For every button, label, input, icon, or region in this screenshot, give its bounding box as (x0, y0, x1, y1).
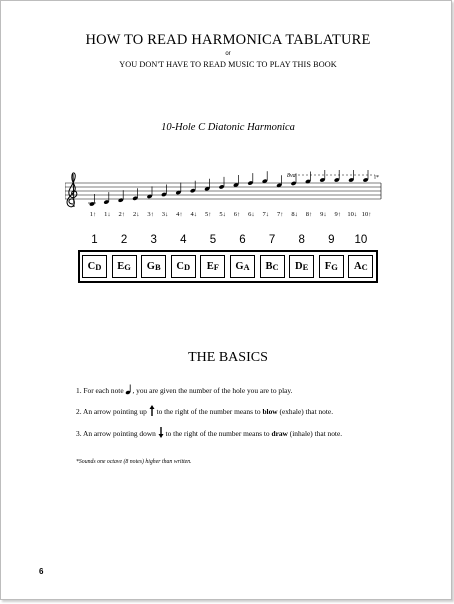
hole-number: 5 (209, 234, 217, 246)
draw-note: F (213, 261, 219, 272)
basics-heading: THE BASICS (188, 350, 268, 365)
basics-item-3 (76, 427, 342, 440)
octave-mark: 8va (287, 173, 296, 179)
hole-label: 7↓ (262, 211, 270, 218)
hole-label: 3↑ (147, 211, 154, 218)
draw-note: G (331, 261, 338, 272)
draw-note: B (154, 261, 161, 272)
hole-label: 5↑ (204, 211, 212, 218)
hole-labels-row (1, 211, 454, 223)
item1-text-post: , you are given the number of the hole you are to play. (132, 386, 293, 395)
hole-label: 7↑ (276, 211, 284, 218)
page-number: 6 (39, 567, 44, 576)
hole-cell (230, 255, 255, 278)
hole-cell (82, 255, 107, 278)
hole-label: 6↑ (233, 211, 241, 218)
hole-number: 8 (298, 234, 305, 246)
hole-label: 10↓ (347, 211, 358, 218)
hole-label: 4↑ (176, 211, 183, 218)
blow-note: D (295, 261, 303, 272)
hole-label: 5↓ (219, 211, 226, 218)
hole-label: 8↑ (305, 211, 313, 218)
page-subtitle: YOU DON'T HAVE TO READ MUSIC TO PLAY THIS BOOK (119, 60, 337, 69)
item3-text-mid: to the right of the number means to (163, 429, 272, 438)
blow-note: G (235, 261, 244, 272)
hole-number: 3 (150, 234, 157, 246)
blow-note: G (146, 261, 155, 272)
blow-note: C (87, 261, 96, 272)
harmonica-title: 10-Hole C Diatonic Harmonica (161, 122, 295, 133)
hole-number: 4 (180, 234, 187, 246)
draw-note: D (184, 261, 191, 272)
draw-note: C (272, 261, 279, 272)
hole-cell (289, 255, 314, 278)
hole-label: 4↓ (190, 211, 198, 218)
harmonica-diagram (78, 250, 378, 283)
basics-item-2 (76, 405, 333, 418)
hole-number: 10 (354, 234, 368, 246)
hole-label: 10↑ (361, 211, 372, 218)
treble-clef-icon (67, 173, 77, 207)
draw-note: E (302, 261, 309, 272)
basics-item-1 (76, 384, 292, 397)
item1-text-pre: 1. For each note (76, 386, 126, 395)
hole-number: 6 (239, 234, 246, 246)
music-staff (65, 169, 385, 213)
hole-label: 8↓ (291, 211, 298, 218)
hole-cell (348, 255, 373, 278)
hole-cell (200, 255, 225, 278)
item2-text-mid: to the right of the number means to (154, 407, 263, 416)
blow-note: E (206, 261, 214, 272)
footnote: *Sounds one octave (8 notes) higher than written. (76, 459, 192, 465)
hole-number: 9 (328, 234, 335, 246)
hole-number: 1 (91, 234, 98, 246)
item3-bold-word: draw (271, 429, 288, 438)
hole-label: 2↑ (118, 211, 126, 218)
blow-note: F (324, 261, 332, 272)
hole-cell (260, 255, 285, 278)
hole-label: 3↓ (161, 211, 169, 218)
title-or: or (225, 51, 231, 57)
item2-text-pre: 2. An arrow pointing up (76, 407, 149, 416)
draw-note: A (243, 261, 250, 272)
hole-cell (112, 255, 137, 278)
notes-layer (88, 170, 369, 207)
hole-label: 9↓ (320, 211, 327, 218)
hole-number: 2 (120, 234, 128, 246)
hole-cell (141, 255, 166, 278)
item2-text-post: (exhale) that note. (277, 407, 334, 416)
item3-text-post: (inhale) that note. (287, 429, 343, 438)
blow-note: E (117, 261, 125, 272)
draw-note: G (124, 261, 131, 272)
blow-note: A (354, 261, 362, 272)
blow-note: C (176, 261, 185, 272)
blow-note: B (265, 261, 273, 272)
hole-label: 6↓ (248, 211, 255, 218)
draw-note: C (361, 261, 368, 272)
item2-bold-word: blow (262, 407, 278, 416)
hole-cell (171, 255, 196, 278)
draw-note: D (95, 261, 102, 272)
item3-text-pre: 3. An arrow pointing down (76, 429, 158, 438)
page-title: HOW TO READ HARMONICA TABLATURE (85, 32, 371, 48)
hole-number: 7 (268, 234, 276, 246)
hole-label: 9↑ (334, 211, 342, 218)
asterisk-mark: * (376, 175, 379, 181)
hole-cell (319, 255, 344, 278)
hole-label: 1↓ (104, 211, 111, 218)
hole-label: 2↓ (132, 211, 140, 218)
hole-label: 1↑ (89, 211, 97, 218)
